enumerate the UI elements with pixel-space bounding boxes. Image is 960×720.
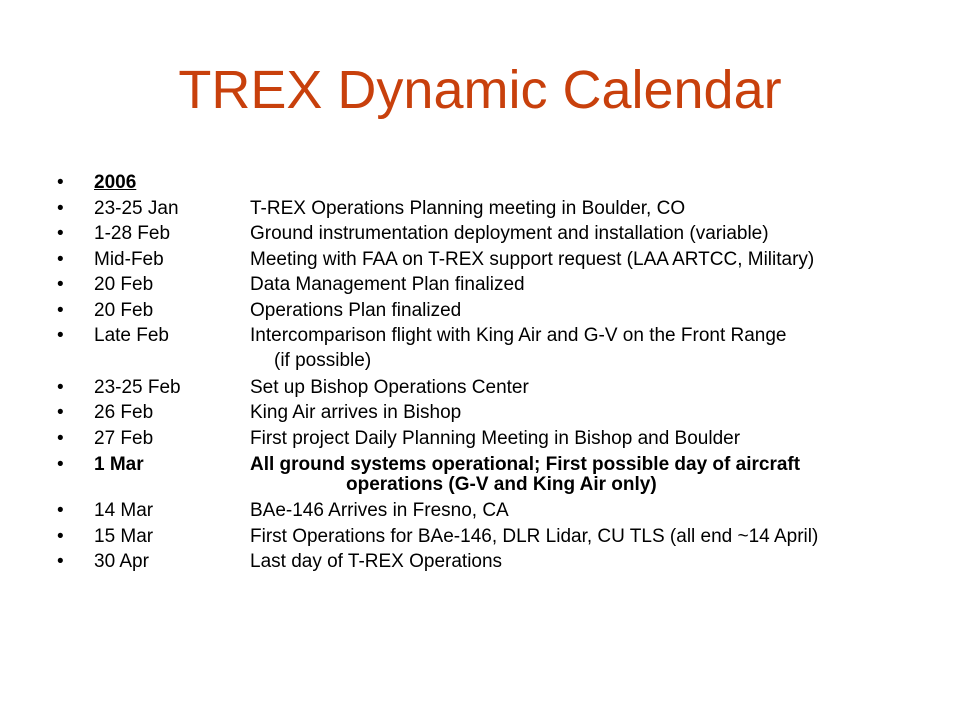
- bullet-icon: •: [57, 223, 64, 244]
- item-description: Operations Plan finalized: [250, 300, 462, 321]
- item-description-continued: (if possible): [274, 350, 372, 371]
- item-description: BAe-146 Arrives in Fresno, CA: [250, 500, 509, 521]
- bullet-icon: •: [57, 300, 64, 321]
- item-date: 26 Feb: [94, 402, 154, 423]
- item-date: 1 Mar: [94, 454, 144, 475]
- item-date: 20 Feb: [94, 300, 154, 321]
- bullet-icon: •: [57, 198, 64, 219]
- item-description: Data Management Plan finalized: [250, 274, 525, 295]
- item-date: 1-28 Feb: [94, 223, 171, 244]
- item-description: Last day of T-REX Operations: [250, 551, 503, 572]
- item-description: First project Daily Planning Meeting in Bishop and Boulder: [250, 428, 741, 449]
- item-description: T-REX Operations Planning meeting in Boulder, CO: [250, 198, 686, 219]
- item-description: Ground instrumentation deployment and installation (variable): [250, 223, 769, 244]
- item-date: 23-25 Jan: [94, 198, 179, 219]
- item-description: Intercomparison flight with King Air and G-V on the Front Range: [250, 325, 787, 346]
- item-date: Mid-Feb: [94, 249, 164, 270]
- item-date: 20 Feb: [94, 274, 154, 295]
- bullet-icon: •: [57, 325, 64, 346]
- bullet-icon: •: [57, 526, 64, 547]
- item-date: 27 Feb: [94, 428, 154, 449]
- bullet-icon: •: [57, 551, 64, 572]
- item-date: Late Feb: [94, 325, 169, 346]
- bullet-icon: •: [57, 454, 64, 475]
- bullet-icon: •: [57, 402, 64, 423]
- bullet-icon: •: [57, 172, 64, 193]
- item-description: Set up Bishop Operations Center: [250, 377, 529, 398]
- bullet-icon: •: [57, 500, 64, 521]
- bullet-icon: •: [57, 274, 64, 295]
- slide-title: TREX Dynamic Calendar: [178, 60, 782, 120]
- item-description-continued: operations (G-V and King Air only): [346, 474, 657, 495]
- bullet-icon: •: [57, 377, 64, 398]
- bullet-icon: •: [57, 249, 64, 270]
- item-description: All ground systems operational; First possible day of aircraft: [250, 454, 801, 475]
- item-description: Meeting with FAA on T-REX support request (LAA ARTCC, Military): [250, 249, 815, 270]
- item-description: King Air arrives in Bishop: [250, 402, 462, 423]
- bullet-icon: •: [57, 428, 64, 449]
- item-description: First Operations for BAe-146, DLR Lidar, CU TLS (all end ~14 April): [250, 526, 819, 547]
- item-date: 14 Mar: [94, 500, 154, 521]
- item-date: 30 Apr: [94, 551, 149, 572]
- item-date: 15 Mar: [94, 526, 154, 547]
- item-date: 2006: [94, 172, 137, 193]
- item-date: 23-25 Feb: [94, 377, 181, 398]
